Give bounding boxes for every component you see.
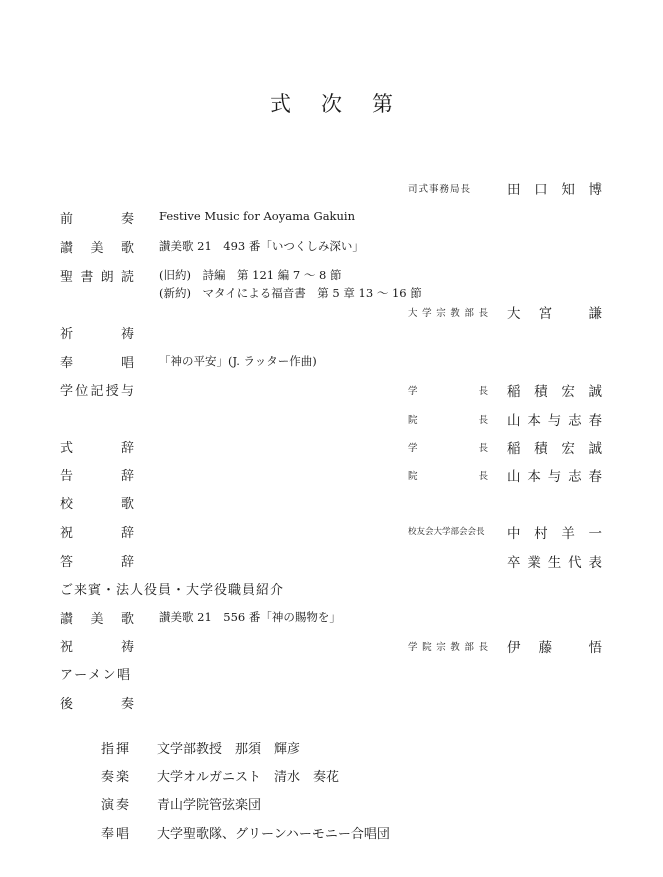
person-title: 学 長	[408, 443, 488, 454]
person-name: 卒 業 生 代 表	[507, 555, 602, 571]
program-label: 聖 書 朗 読	[60, 270, 134, 285]
program-label: 讃 美 歌	[60, 241, 134, 256]
program-label: 祝 祷	[60, 640, 134, 655]
officiant-row	[0, 178, 663, 198]
program-row	[0, 237, 663, 257]
program-label: 後 奏	[60, 697, 134, 712]
program-label: 祝 辞	[60, 526, 134, 541]
credit-role: 奉唱	[101, 827, 132, 842]
program-row	[0, 208, 663, 228]
credit-desc: 大学オルガニスト 清水 奏花	[157, 770, 340, 785]
person-name: 山 本 与 志 春	[507, 413, 602, 429]
program-row	[0, 465, 663, 485]
program-row	[0, 266, 663, 286]
person-title: 院 長	[408, 415, 488, 426]
person-name: 伊 藤 悟	[507, 640, 602, 656]
program-label: ご来賓・法人役員・大学役職員紹介	[60, 583, 285, 598]
program-row	[0, 380, 663, 400]
page-title: 式次第	[270, 92, 423, 116]
person-name: 稲 積 宏 誠	[507, 441, 602, 457]
program-content: Festive Music for Aoyama Gakuin	[159, 209, 356, 223]
program-row	[0, 437, 663, 457]
program-row	[0, 664, 663, 684]
program-label: 学 位 記 授 与	[60, 384, 134, 399]
program-row	[0, 522, 663, 542]
credit-desc: 文学部教授 那須 輝彦	[157, 742, 301, 757]
program-row-continued	[0, 284, 663, 304]
program-row	[0, 579, 663, 599]
person-name: 山 本 与 志 春	[507, 469, 602, 485]
person-name: 稲 積 宏 誠	[507, 384, 602, 400]
person-title: 学 院 宗 教 部 長	[408, 642, 488, 653]
program-row	[0, 608, 663, 628]
person-title: 学 長	[408, 386, 488, 397]
credit-row	[101, 766, 339, 785]
person-name: 中 村 羊 一	[507, 526, 602, 542]
program-label: 讃 美 歌	[60, 612, 134, 627]
officiant-title: 司式事務局長	[408, 184, 472, 195]
program-label: 祈 祷	[60, 327, 134, 342]
credit-desc: 青山学院管弦楽団	[157, 798, 262, 813]
program-label: 告 辞	[60, 469, 134, 484]
program-content: (旧約) 詩編 第 121 編 7 ～ 8 節	[159, 268, 342, 282]
program-content: 「神の平安」(J. ラッター作曲)	[159, 354, 317, 368]
program-content: 讃美歌 21 556 番「神の賜物を」	[159, 610, 341, 624]
credit-row	[101, 794, 261, 813]
credit-role: 演奏	[101, 798, 132, 813]
credit-role: 奏楽	[101, 770, 132, 785]
program-label: 奉 唱	[60, 356, 134, 371]
program-label: 答 辞	[60, 555, 134, 570]
program-person-row	[0, 409, 663, 429]
program-content-2: (新約) マタイによる福音書 第 5 章 13 ～ 16 節	[159, 286, 422, 300]
program-row	[0, 636, 663, 656]
person-name: 大 宮 謙	[507, 306, 602, 322]
program-row	[0, 493, 663, 513]
program-label: アーメン唱	[60, 668, 132, 683]
credit-role: 指揮	[101, 742, 132, 757]
program-row	[0, 323, 663, 343]
person-title: 校友会大学部会会長	[408, 527, 485, 537]
credit-row	[101, 823, 390, 842]
program-label: 前 奏	[60, 212, 134, 227]
program-content: 讃美歌 21 493 番「いつくしみ深い」	[159, 239, 364, 253]
program-person-row	[0, 302, 663, 322]
program-label: 校 歌	[60, 497, 134, 512]
program-row	[0, 693, 663, 713]
program-row	[0, 352, 663, 372]
credit-desc: 大学聖歌隊、グリーンハーモニー合唱団	[157, 827, 390, 842]
person-title: 大 学 宗 教 部 長	[408, 308, 488, 319]
person-title: 院 長	[408, 471, 488, 482]
program-label: 式 辞	[60, 441, 134, 456]
officiant-name: 田 口 知 博	[507, 182, 602, 198]
credit-row	[101, 738, 300, 757]
program-row	[0, 551, 663, 571]
